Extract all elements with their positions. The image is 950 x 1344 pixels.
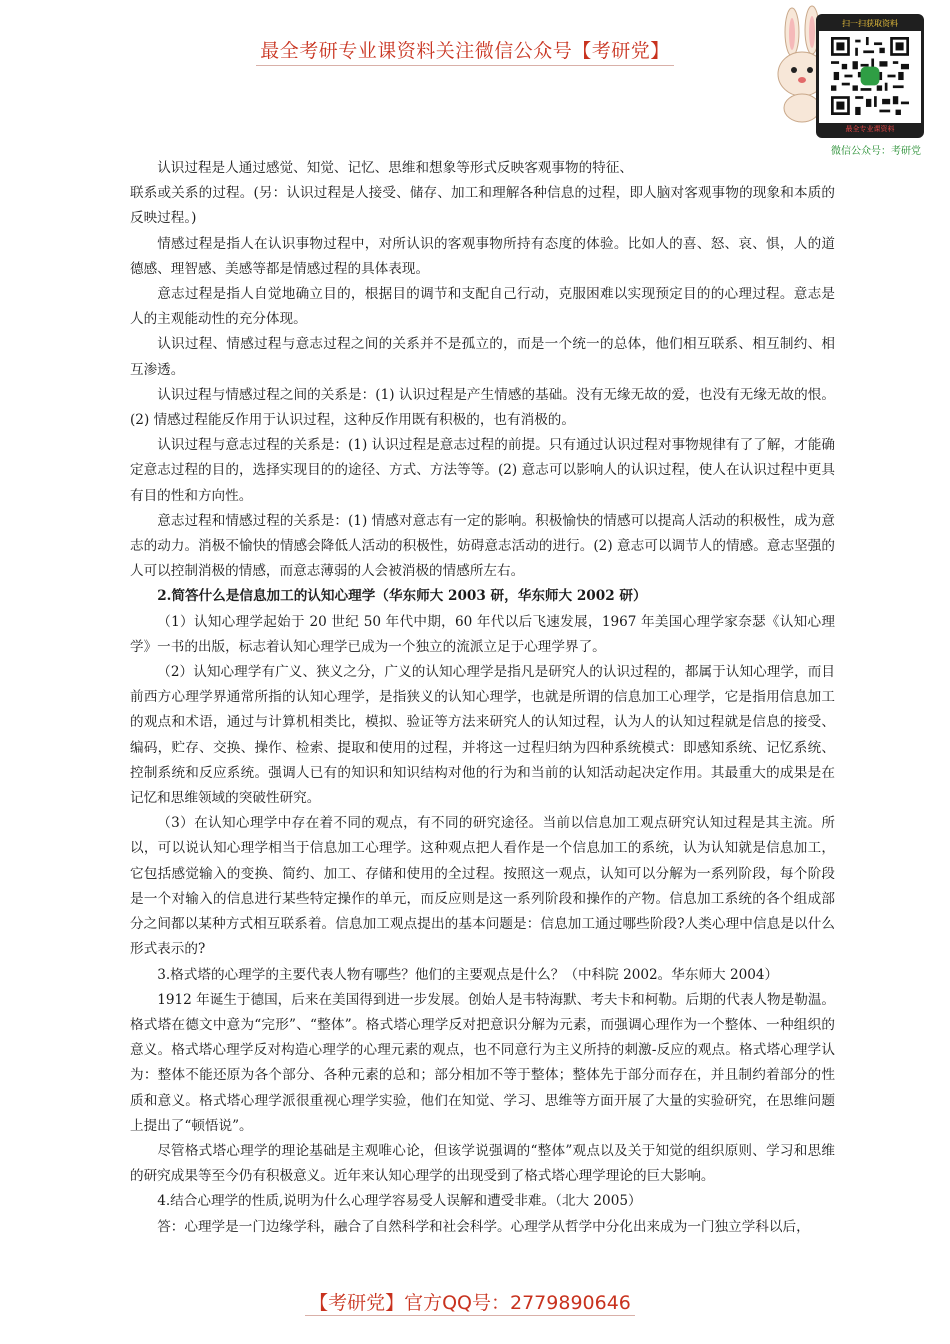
paragraph: 1912 年诞生于德国，后来在美国得到进一步发展。创始人是韦特海默、考夫卡和柯勒。后期的代表人物是勒温。格式塔在德文中意为“完形”、“整体”。格式塔心理学反对把意识分解为元素，而强调心理作为一个整体、一种组织的意义。格式塔心理学反对构造心理学的心理元素的观点，也不同意行为主义所持的刺激-反应的观点。格式塔心理学认为：整体不能还原为各个部分、各种元素的总和；部分相加不等于整体；整体先于部分而存在，并且制约着部分的性质和意义。格式塔心理学派很重视心理学实验，他们在知觉、学习、思维等方面开展了大量的实验研究，在思维问题上提出了“顿悟说”。 (130, 991, 836, 1134)
paragraph: 尽管格式塔心理学的理论基础是主观唯心论，但该学说强调的“整体”观点以及关于知觉的组织原则、学习和思维的研究成果等至今仍有积极意义。近年来认知心理学的出现受到了格式塔心理学理论的巨大影响。 (130, 1142, 835, 1185)
paragraph: （2）认知心理学有广义、狭义之分，广义的认知心理学是指凡是研究人的认识过程的，都属于认知心理学，而目前西方心理学界通常所指的认知心理学，是指狭义的认知心理学，也就是所谓的信息加工心理学，它是指用信息加工的观点和术语，通过与计算机相类比，模拟、验证等方法来研究人的认知过程，认为人的认知过程就是信息的接受、编码，贮存、交换、操作、检索、提取和使用的过程，并将这一过程归纳为四种系统模式：即感知系统、记忆系统、控制系统和反应系统。强调人已有的知识和知识结构对他的行为和当前的认知活动起决定作用。其最重大的成果是在记忆和思维领域的突破性研究。 (130, 664, 835, 807)
paragraph: 认识过程是人通过感觉、知觉、记忆、思维和想象等形式反映客观事物的特征、 (157, 160, 633, 176)
question-heading: 2.简答什么是信息加工的认知心理学（华东师大 2003 研，华东师大 2002 研） (157, 588, 647, 605)
wechat-caption: 微信公众号：考研党 (831, 146, 921, 157)
paragraph: 意志过程和情感过程的关系是：(1) 情感对意志有一定的影响。积极愉快的情感可以提高人活动的积极性，成为意志的动力。消极不愉快的情感会降低人活动的积极性，妨碍意志活动的进行。(2) 意志可以调节人的情感。意志坚强的人可以控制消极的情感，而意志薄弱的人会被消极的情感所左右。 (130, 512, 835, 580)
qr-bottom-label: 最全专业课资料 (819, 123, 921, 135)
qr-code-icon (831, 37, 909, 115)
question-heading: 4.结合心理学的性质,说明为什么心理学容易受人误解和遭受非难。（北大 2005） (157, 1193, 642, 1210)
paragraph: 答：心理学是一门边缘学科，融合了自然科学和社会科学。心理学从哲学中分化出来成为一门独立学科以后， (157, 1218, 810, 1235)
paragraph: 联系或关系的过程。(另：认识过程是人接受、储存、加工和理解各种信息的过程，即人脑对客观事物的现象和本质的反映过程。) (130, 185, 835, 227)
paragraph: 认识过程、情感过程与意志过程之间的关系并不是孤立的，而是一个统一的总体，他们相互联系、相互制约、相互渗透。 (130, 336, 835, 378)
paragraph: （1）认知心理学起始于 20 世纪 50 年代中期，60 年代以后飞速发展，1967 年美国心理学家奈瑟《认知心理学》一书的出版，标志着认知心理学已成为一个独立的流派立足于心理学界了。 (130, 613, 835, 655)
paragraph: 情感过程是指人在认识事物过程中，对所认识的客观事物所持有态度的体验。比如人的喜、怒、哀、惧，人的道德感、理智感、美感等都是情感过程的具体表现。 (130, 235, 835, 277)
footer-banner (0, 1288, 950, 1316)
question-heading: 3.格式塔的心理学的主要代表人物有哪些？他们的主要观点是什么？（中科院 2002。华东师大 2004） (157, 966, 779, 983)
header-title: 最全考研专业课资料关注微信公众号【考研党】 (256, 36, 674, 66)
paragraph: 认识过程与情感过程之间的关系是：(1) 认识过程是产生情感的基础。没有无缘无故的爱，也没有无缘无故的恨。(2) 情感过程能反作用于认识过程，这种反作用既有积极的，也有消极的。 (130, 386, 835, 429)
document-body (130, 156, 835, 1240)
paragraph: （3）在认知心理学中存在着不同的观点，有不同的研究途径。当前以信息加工观点研究认知过程是其主流。所以，可以说认知心理学相当于信息加工心理学。这种观点把人看作是一个信息加工的系统，认为认知就是信息加工，它包括感觉输入的变换、简约、加工、存储和使用的全过程。按照这一观点，认知可以分解为一系列阶段，每个阶段是一个对输入的信息进行某些特定操作的单元，而反应则是这一系列阶段和操作的产物。信息加工系统的各个组成部分之间都以某种方式相互联系着。信息加工观点提出的基本问题是：信息加工通过哪些阶段?人类心理中信息是以什么形式表示的? (130, 815, 835, 958)
paragraph: 认识过程与意志过程的关系是：(1) 认识过程是意志过程的前提。只有通过认识过程对事物规律有了了解，才能确定意志过程的目的，选择实现目的的途径、方式、方法等等。(2) 意志可以影响人的认识过程，使人在认识过程中更具有目的性和方向性。 (130, 437, 835, 504)
qr-code-panel (816, 14, 924, 138)
qr-top-label: 扫一扫获取资料 (819, 17, 921, 31)
footer-text: 【考研党】官方QQ号：2779890646 (305, 1288, 635, 1316)
promo-badge (770, 4, 945, 157)
paragraph: 意志过程是指人自觉地确立目的，根据目的调节和支配自己行动，克服困难以实现预定目的的心理过程。意志是人的主观能动性的充分体现。 (130, 286, 835, 328)
